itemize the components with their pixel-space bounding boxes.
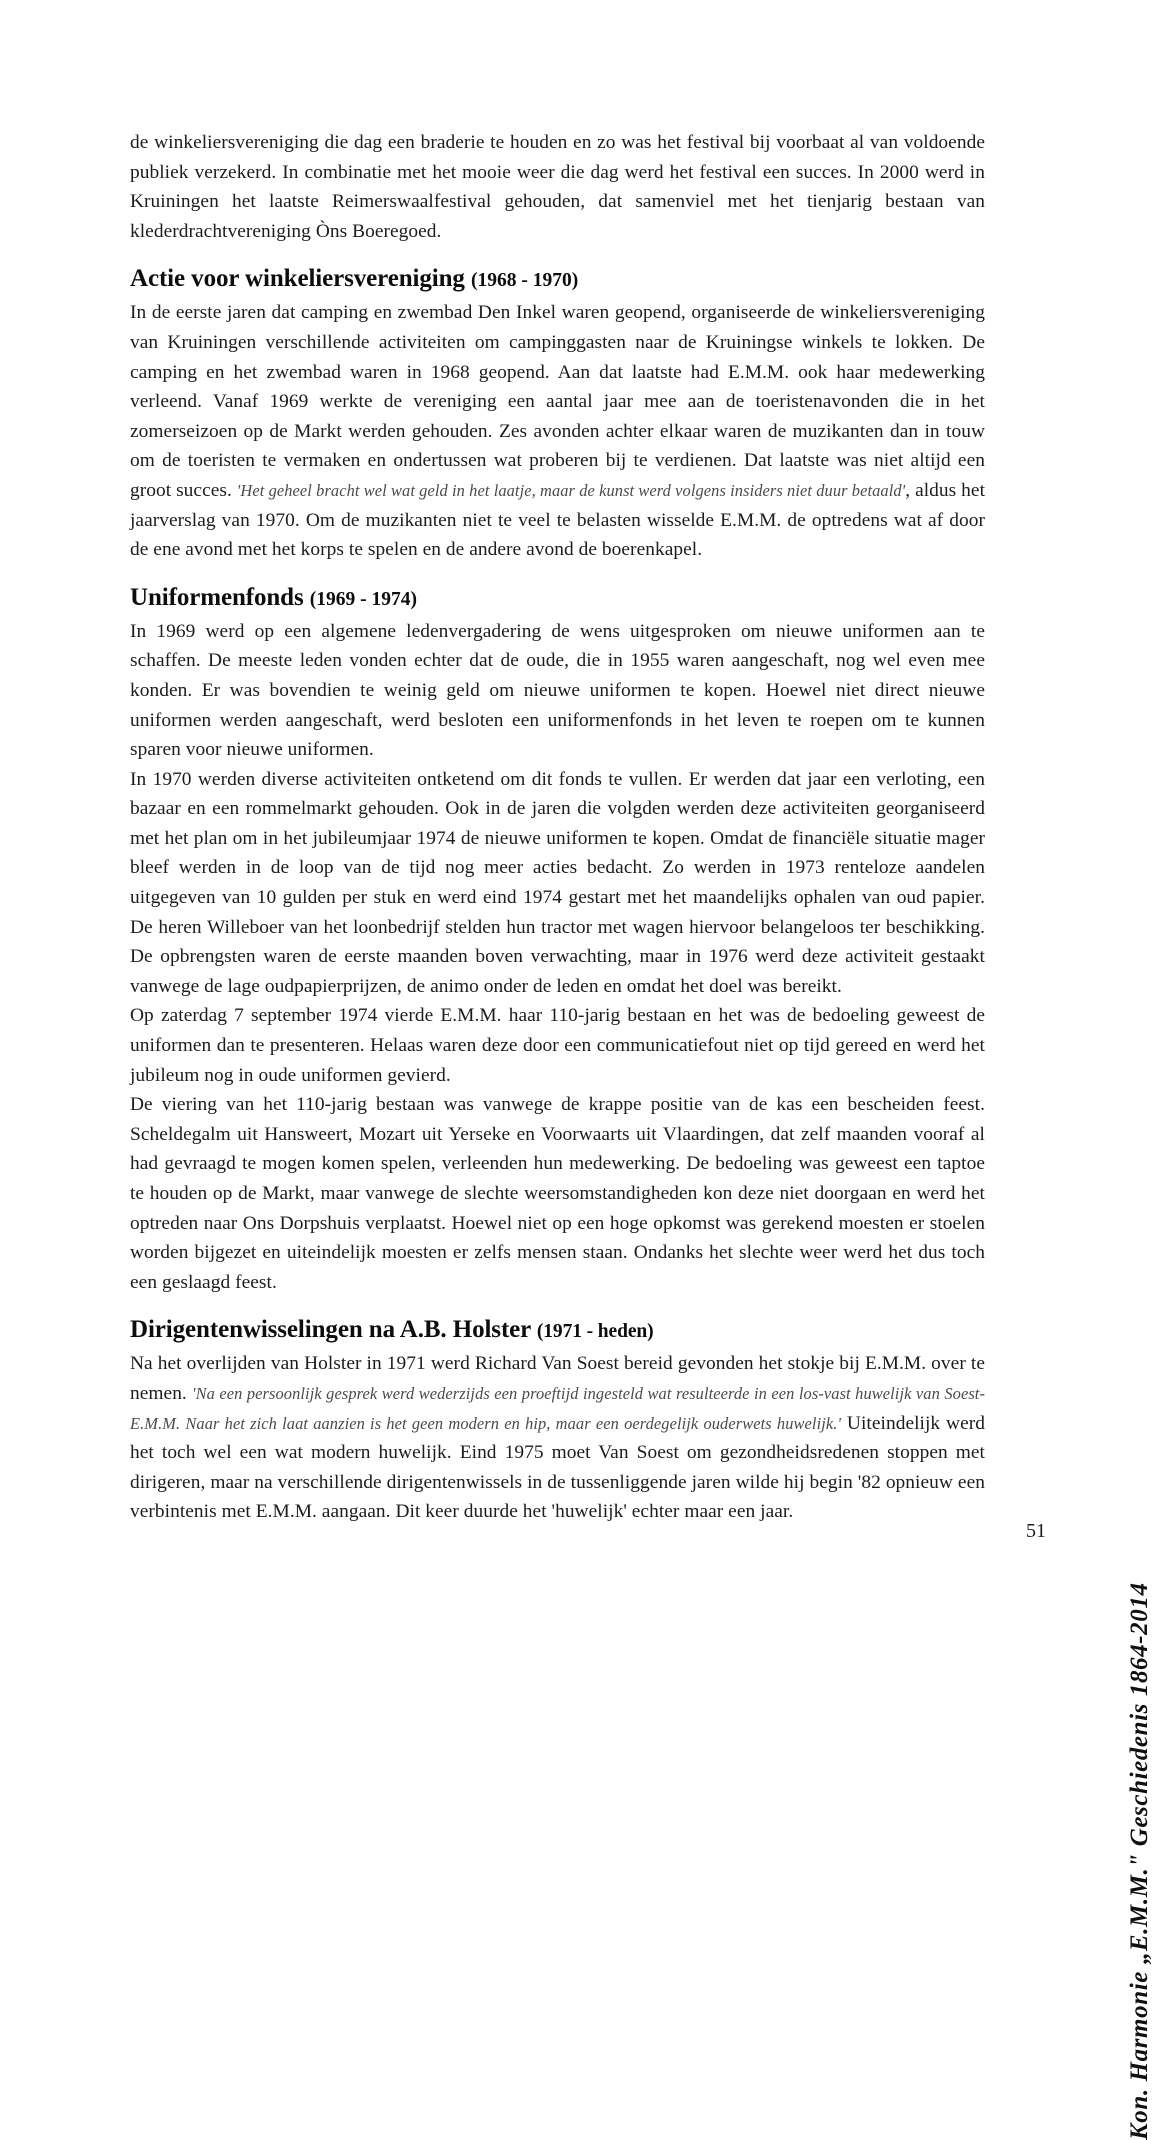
section-heading (130, 582, 985, 616)
section-uniformenfonds (130, 582, 985, 1298)
section-dirigentenwisselingen (130, 1314, 985, 1527)
paragraph: In 1969 werd op een algemene ledenvergadering de wens uitgesproken om nieuwe uniformen aan te schaffen. De meeste leden vonden echter dat de oude, die in 1955 waren aangeschaft, nog wel even mee konden. Er was bovendien te weinig geld om nieuwe uniformen te kopen. Hoewel niet direct nieuwe uniformen werden aangeschaft, werd besloten een uniformenfonds in het leven te roepen om te kunnen sparen voor nieuwe uniformen. (130, 620, 985, 761)
text-run: Uiteindelijk werd het toch wel een wat modern huwelijk. Eind 1975 moet Van Soest om gezondheidsredenen stoppen met dirigeren, maar na verschillende dirigentenwissels in de tussenliggende jaren wilde hij begin '82 opnieuw een verbintenis met E.M.M. aangaan. Dit keer duurde het 'huwelijk' echter maar een jaar. (130, 1412, 985, 1523)
spacer (130, 246, 985, 263)
paragraph: De viering van het 110-jarig bestaan was vanwege de krappe positie van de kas een bescheiden feest. Scheldegalm uit Hansweert, Mozart uit Yerseke en Voorwaarts uit Vlaardingen, dat zelf maanden vooraf al had gevraagd te mogen komen spelen, verleenden hun medewerking. De bedoeling was geweest een taptoe te houden op de Markt, maar vanwege de slechte weersomstandigheden kon deze niet doorgaan en werd het optreden naar Ons Dorpshuis verplaatst. Hoewel niet op een hoge opkomst was gerekend moesten er stoelen worden bijgezet en uiteindelijk moesten er zelfs mensen staan. Ondanks het slechte weer werd het dus toch een geslaagd feest. (130, 1094, 985, 1293)
inline-quote: 'Het geheel bracht wel wat geld in het laatje, maar de kunst werd volgens insiders niet duur betaald' (236, 480, 906, 500)
section-years: (1969 - 1974) (309, 588, 418, 610)
text-column (130, 128, 985, 1527)
section-title: Actie voor winkeliersvereniging (130, 265, 465, 293)
inline-quote: 'Na een persoonlijk gesprek werd wederzijds een proeftijd ingesteld wat resulteerde in een los-vast huwelijk van Soest-E.M.M. Naar het zich laat aanzien is het geen modern en hip, maar een oerdegelijk ouderwets huwelijk.' (130, 1383, 986, 1433)
section-heading (130, 263, 985, 297)
running-title-vertical: Kon. Harmonie „E.M.M." Geschiedenis 1864-2014 (1126, 1582, 1153, 2140)
section-years: (1971 - heden) (536, 1321, 654, 1343)
section-years: (1968 - 1970) (470, 270, 579, 292)
paragraph: In 1970 werden diverse activiteiten ontketend om dit fonds te vullen. Er werden dat jaar een verloting, een bazaar en een rommelmarkt gehouden. Ook in de jaren die volgden werden deze activiteiten georganiseerd met het plan om in het jubileumjaar 1974 de nieuwe uniformen te kopen. Omdat de financiële situatie mager bleef werden in de loop van de tijd nog meer acties bedacht. Zo werden in 1973 renteloze aandelen uitgegeven van 10 gulden per stuk en werd eind 1974 gestart met het maandelijks ophalen van oud papier. De heren Willeboer van het loonbedrijf stelden hun tractor met wagen hiervoor belangeloos ter beschikking. De opbrengsten waren de eerste maanden boven verwachting, maar in 1976 werd deze activiteit gestaakt vanwege de lage oudpapierprijzen, de animo onder de leden en omdat het doel was bereikt. (130, 768, 985, 997)
spacer (130, 1297, 985, 1314)
section-title: Uniformenfonds (130, 583, 304, 611)
section-title: Dirigentenwisselingen na A.B. Holster (130, 1316, 531, 1344)
paragraph (130, 298, 985, 564)
section-actie-voor-winkeliersvereniging (130, 263, 985, 564)
page-number: 51 (1026, 1520, 1046, 1542)
intro-paragraph: de winkeliersvereniging die dag een braderie te houden en zo was het festival bij voorbaat al van voldoende publiek verzekerd. In combinatie met het mooie weer die dag werd het festival een succes. In 2000 werd in Kruiningen het laatste Reimerswaalfestival gehouden, dat samenviel met het tienjarig bestaan van klederdrachtvereniging Òns Boeregoed. (130, 132, 985, 242)
text-run: Na het overlijden van Holster in 1971 werd Richard Van Soest bereid gevonden het stokje bij E.M.M. over te nemen. (130, 1353, 985, 1404)
section-heading (130, 1314, 985, 1348)
spacer (130, 565, 985, 582)
text-run: , aldus het jaarverslag van 1970. Om de muzikanten niet te veel te belasten wisselde E.M.M. de optredens wat af door de ene avond met het korps te spelen en de andere avond de boerenkapel. (130, 479, 986, 561)
text-run: In de eerste jaren dat camping en zwembad Den Inkel waren geopend, organiseerde de winkeliersvereniging van Kruiningen verschillende activiteiten om campinggasten naar de Kruiningse winkels te lokken. De camping en het zwembad waren in 1968 geopend. Aan dat laatste had E.M.M. ook haar medewerking verleend. Vanaf 1969 werkte de vereniging een aantal jaar mee aan de toeristenavonden die in het zomerseizoen op de Markt werden gehouden. Zes avonden achter elkaar waren de muzikanten dan in touw om de toeristen te vermaken en ondertussen wat proberen bij te verdienen. Dat laatste was niet altijd een groot succes. (130, 302, 985, 501)
paragraph: Op zaterdag 7 september 1974 vierde E.M.M. haar 110-jarig bestaan en het was de bedoeling geweest de uniformen dan te presenteren. Helaas waren deze door een communicatiefout niet op tijd gereed en werd het jubileum nog in oude uniformen gevierd. (130, 1005, 985, 1086)
paragraph (130, 1349, 985, 1527)
